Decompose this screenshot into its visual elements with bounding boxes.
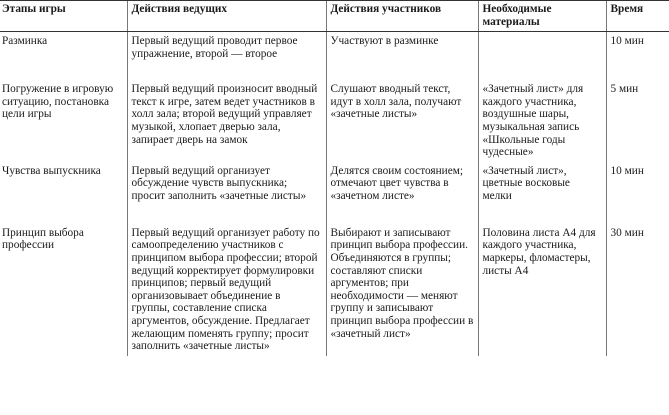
header-stage: Этапы игры: [0, 1, 127, 32]
header-materials: Необходимые материалы: [478, 1, 606, 32]
cell-participant-actions: Выбирают и записывают принцип выбора профессии. Объединяются в группы; составляют списки аргументов; при необходимости — меняют группу и записывают принцип выбора профессии в «зачетный лист»: [326, 224, 478, 356]
cell-stage: Погружение в игровую ситуацию, постановка цели игры: [2, 83, 114, 121]
header-host-actions: Действия ведущих: [127, 1, 326, 32]
cell-host-actions: Первый ведущий проводит первое упражнение, второй — второе: [127, 32, 326, 81]
cell-materials: [478, 32, 606, 81]
cell-time: 10 мин: [606, 162, 669, 224]
cell-participant-actions: Слушают вводный текст, идут в холл зала, получают «зачетные листы»: [326, 80, 478, 162]
cell-materials: «Зачетный лист» для каждого участника, воздушные шары, музыкальная запись «Школьные годы чудесные»: [478, 80, 606, 162]
header-time: Время: [606, 1, 669, 32]
cell-materials: «Зачетный лист», цветные восковые мелки: [478, 162, 606, 224]
cell-host-actions: Первый ведущий организует обсуждение чувств выпускника; просит заполнить «зачетные листы»: [127, 162, 326, 224]
table-header-row: [0, 1, 669, 32]
cell-time: 10 мин: [606, 32, 669, 81]
cell-participant-actions: Участвуют в разминке: [326, 32, 478, 81]
header-participant-actions: Действия участников: [326, 1, 478, 32]
table-row: [0, 80, 669, 162]
table-row: [0, 224, 669, 356]
cell-time: 30 мин: [606, 224, 669, 356]
cell-stage: Чувства выпускника: [2, 164, 101, 177]
table-row: [0, 162, 669, 224]
cell-stage: Разминка: [2, 35, 48, 48]
cell-materials: Половина листа А4 для каждого участника, маркеры, фломастеры, листы А4: [478, 224, 606, 356]
table-row: [0, 32, 669, 81]
cell-participant-actions: Делятся своим состоянием; отмечают цвет чувства в «зачетном листе»: [326, 162, 478, 224]
cell-stage: Принцип выбора профессии: [2, 226, 84, 252]
cell-host-actions: Первый ведущий организует работу по самоопределению участников с принципом выбора профессии; второй ведущий корректирует формулировки принципов; первый ведущий организовывает объединение в группы, составление списка аргументов, обсуждение. Предлагает желающим поменять группу; просит заполнить «зачетные листы»: [127, 224, 326, 356]
cell-time: 5 мин: [606, 80, 669, 162]
cell-host-actions: Первый ведущий произносит вводный текст к игре, затем ведет участников в холл зала; второй ведущий управляет музыкой, хлопает дверью зала, запирает дверь на замок: [127, 80, 326, 162]
